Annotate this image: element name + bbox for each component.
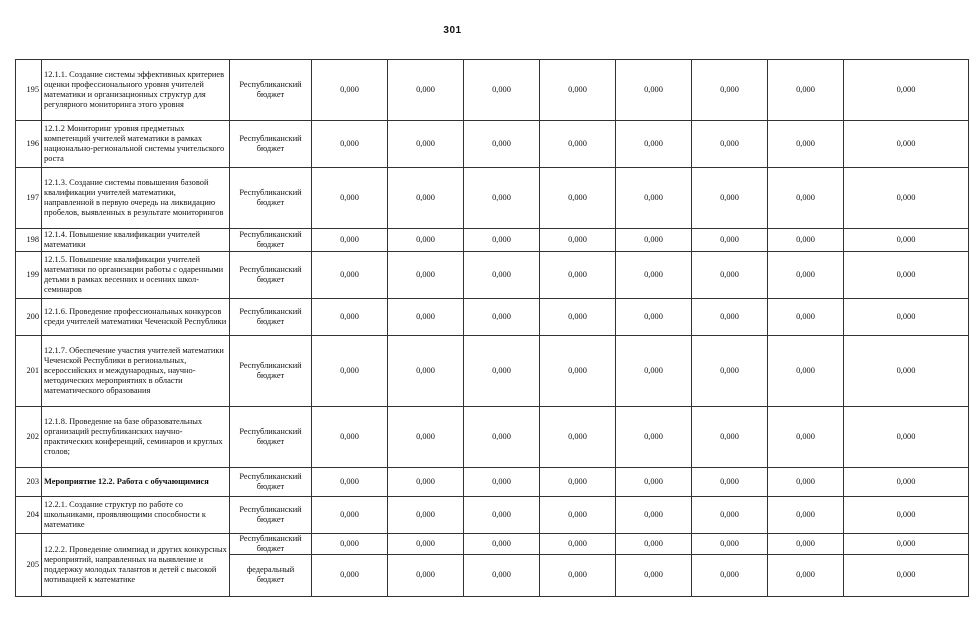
amount-cell: 0,000 <box>464 168 540 229</box>
amount-cell: 0,000 <box>768 336 844 407</box>
amount-cell: 0,000 <box>312 468 388 497</box>
table-row <box>16 468 969 497</box>
amount-cell: 0,000 <box>844 534 969 555</box>
amount-cell: 0,000 <box>464 299 540 336</box>
amount-cell: 0,000 <box>312 497 388 534</box>
amount-cell: 0,000 <box>388 168 464 229</box>
amount-cell: 0,000 <box>768 407 844 468</box>
amount-cell: 0,000 <box>464 60 540 121</box>
funding-source: Республиканский бюджет <box>230 229 312 252</box>
amount-cell: 0,000 <box>388 252 464 299</box>
amount-cell: 0,000 <box>616 121 692 168</box>
budget-table <box>15 59 969 597</box>
row-number: 195 <box>16 60 42 121</box>
table-body <box>16 60 969 597</box>
amount-cell: 0,000 <box>692 468 768 497</box>
amount-cell: 0,000 <box>388 121 464 168</box>
amount-cell: 0,000 <box>692 252 768 299</box>
amount-cell: 0,000 <box>464 407 540 468</box>
amount-cell: 0,000 <box>312 336 388 407</box>
amount-cell: 0,000 <box>540 252 616 299</box>
amount-cell: 0,000 <box>768 168 844 229</box>
amount-cell: 0,000 <box>312 554 388 596</box>
amount-cell: 0,000 <box>844 168 969 229</box>
activity-name: 12.1.6. Проведение профессиональных конкурсов среди учителей математики Чеченской Республики <box>42 299 230 336</box>
amount-cell: 0,000 <box>464 121 540 168</box>
amount-cell: 0,000 <box>312 534 388 555</box>
amount-cell: 0,000 <box>312 252 388 299</box>
amount-cell: 0,000 <box>844 252 969 299</box>
amount-cell: 0,000 <box>388 468 464 497</box>
row-number: 197 <box>16 168 42 229</box>
funding-source: Республиканский бюджет <box>230 299 312 336</box>
row-number: 202 <box>16 407 42 468</box>
amount-cell: 0,000 <box>464 468 540 497</box>
table-row <box>16 121 969 168</box>
amount-cell: 0,000 <box>388 554 464 596</box>
amount-cell: 0,000 <box>768 497 844 534</box>
funding-source: Республиканский бюджет <box>230 121 312 168</box>
amount-cell: 0,000 <box>616 168 692 229</box>
amount-cell: 0,000 <box>768 299 844 336</box>
amount-cell: 0,000 <box>540 60 616 121</box>
amount-cell: 0,000 <box>692 336 768 407</box>
amount-cell: 0,000 <box>692 60 768 121</box>
amount-cell: 0,000 <box>540 407 616 468</box>
amount-cell: 0,000 <box>692 534 768 555</box>
amount-cell: 0,000 <box>388 336 464 407</box>
table-row <box>16 497 969 534</box>
amount-cell: 0,000 <box>540 168 616 229</box>
amount-cell: 0,000 <box>312 121 388 168</box>
amount-cell: 0,000 <box>312 229 388 252</box>
funding-source: Республиканский бюджет <box>230 252 312 299</box>
amount-cell: 0,000 <box>844 121 969 168</box>
activity-name: 12.1.5. Повышение квалификации учителей математики по организации работы с одаренными детьми в рамках весенних и осенних школ-семинаров <box>42 252 230 299</box>
funding-source: Республиканский бюджет <box>230 168 312 229</box>
amount-cell: 0,000 <box>692 497 768 534</box>
amount-cell: 0,000 <box>768 468 844 497</box>
amount-cell: 0,000 <box>844 299 969 336</box>
amount-cell: 0,000 <box>312 407 388 468</box>
amount-cell: 0,000 <box>692 168 768 229</box>
activity-name: 12.2.2. Проведение олимпиад и других конкурсных мероприятий, направленных на выявление и поддержку молодых талантов и детей с высокой мотивацией к математике <box>42 534 230 597</box>
amount-cell: 0,000 <box>464 229 540 252</box>
amount-cell: 0,000 <box>540 497 616 534</box>
amount-cell: 0,000 <box>844 407 969 468</box>
amount-cell: 0,000 <box>464 554 540 596</box>
amount-cell: 0,000 <box>616 554 692 596</box>
amount-cell: 0,000 <box>616 336 692 407</box>
amount-cell: 0,000 <box>464 336 540 407</box>
funding-source: федеральный бюджет <box>230 554 312 596</box>
activity-name: 12.1.1. Создание системы эффективных критериев оценки профессионального уровня учителей математики и организационных структур для регулярного мониторинга этого уровня <box>42 60 230 121</box>
amount-cell: 0,000 <box>388 60 464 121</box>
amount-cell: 0,000 <box>844 468 969 497</box>
table-row <box>16 60 969 121</box>
amount-cell: 0,000 <box>540 121 616 168</box>
amount-cell: 0,000 <box>616 468 692 497</box>
amount-cell: 0,000 <box>768 252 844 299</box>
row-number: 199 <box>16 252 42 299</box>
funding-source: Республиканский бюджет <box>230 336 312 407</box>
amount-cell: 0,000 <box>616 299 692 336</box>
row-number: 200 <box>16 299 42 336</box>
amount-cell: 0,000 <box>312 60 388 121</box>
activity-name: 12.1.4. Повышение квалификации учителей математики <box>42 229 230 252</box>
row-number: 205 <box>16 534 42 597</box>
amount-cell: 0,000 <box>388 229 464 252</box>
funding-source: Республиканский бюджет <box>230 407 312 468</box>
table-row <box>16 168 969 229</box>
table-row <box>16 252 969 299</box>
amount-cell: 0,000 <box>616 229 692 252</box>
amount-cell: 0,000 <box>616 60 692 121</box>
funding-source: Республиканский бюджет <box>230 534 312 555</box>
activity-name: 12.1.8. Проведение на базе образовательных организаций республиканских научно-практических конференций, семинаров и круглых столов; <box>42 407 230 468</box>
amount-cell: 0,000 <box>540 229 616 252</box>
amount-cell: 0,000 <box>768 229 844 252</box>
amount-cell: 0,000 <box>464 497 540 534</box>
amount-cell: 0,000 <box>692 299 768 336</box>
amount-cell: 0,000 <box>312 299 388 336</box>
amount-cell: 0,000 <box>540 554 616 596</box>
amount-cell: 0,000 <box>692 229 768 252</box>
amount-cell: 0,000 <box>692 121 768 168</box>
amount-cell: 0,000 <box>464 534 540 555</box>
amount-cell: 0,000 <box>388 497 464 534</box>
amount-cell: 0,000 <box>616 534 692 555</box>
table-row <box>16 229 969 252</box>
amount-cell: 0,000 <box>540 336 616 407</box>
amount-cell: 0,000 <box>616 497 692 534</box>
amount-cell: 0,000 <box>692 407 768 468</box>
activity-name: 12.1.7. Обеспечение участия учителей математики Чеченской Республики в региональных, всероссийских и международных, научно-методических мероприятиях в области математического образования <box>42 336 230 407</box>
funding-source: Республиканский бюджет <box>230 60 312 121</box>
amount-cell: 0,000 <box>768 60 844 121</box>
activity-name: Мероприятие 12.2. Работа с обучающимися <box>42 468 230 497</box>
funding-source: Республиканский бюджет <box>230 497 312 534</box>
amount-cell: 0,000 <box>844 497 969 534</box>
amount-cell: 0,000 <box>616 252 692 299</box>
table-row <box>16 534 969 555</box>
amount-cell: 0,000 <box>768 121 844 168</box>
row-number: 203 <box>16 468 42 497</box>
activity-name: 12.1.3. Создание системы повышения базовой квалификации учителей математики, направленной в первую очередь на ликвидацию пробелов, выявленных в результате мониторингов <box>42 168 230 229</box>
activity-name: 12.1.2 Мониторинг уровня предметных компетенций учителей математики в рамках национально-региональной системы учительского роста <box>42 121 230 168</box>
amount-cell: 0,000 <box>540 468 616 497</box>
amount-cell: 0,000 <box>844 554 969 596</box>
table-row <box>16 336 969 407</box>
amount-cell: 0,000 <box>692 554 768 596</box>
amount-cell: 0,000 <box>540 534 616 555</box>
amount-cell: 0,000 <box>540 299 616 336</box>
row-number: 204 <box>16 497 42 534</box>
amount-cell: 0,000 <box>844 60 969 121</box>
amount-cell: 0,000 <box>464 252 540 299</box>
activity-name: 12.2.1. Создание структур по работе со школьниками, проявляющими способности к математике <box>42 497 230 534</box>
funding-source: Республиканский бюджет <box>230 468 312 497</box>
table-row <box>16 299 969 336</box>
amount-cell: 0,000 <box>768 534 844 555</box>
amount-cell: 0,000 <box>388 299 464 336</box>
row-number: 201 <box>16 336 42 407</box>
amount-cell: 0,000 <box>616 407 692 468</box>
table-row <box>16 407 969 468</box>
row-number: 196 <box>16 121 42 168</box>
row-number: 198 <box>16 229 42 252</box>
amount-cell: 0,000 <box>768 554 844 596</box>
amount-cell: 0,000 <box>844 229 969 252</box>
amount-cell: 0,000 <box>388 407 464 468</box>
amount-cell: 0,000 <box>388 534 464 555</box>
page-number: 301 <box>443 25 462 36</box>
amount-cell: 0,000 <box>312 168 388 229</box>
amount-cell: 0,000 <box>844 336 969 407</box>
